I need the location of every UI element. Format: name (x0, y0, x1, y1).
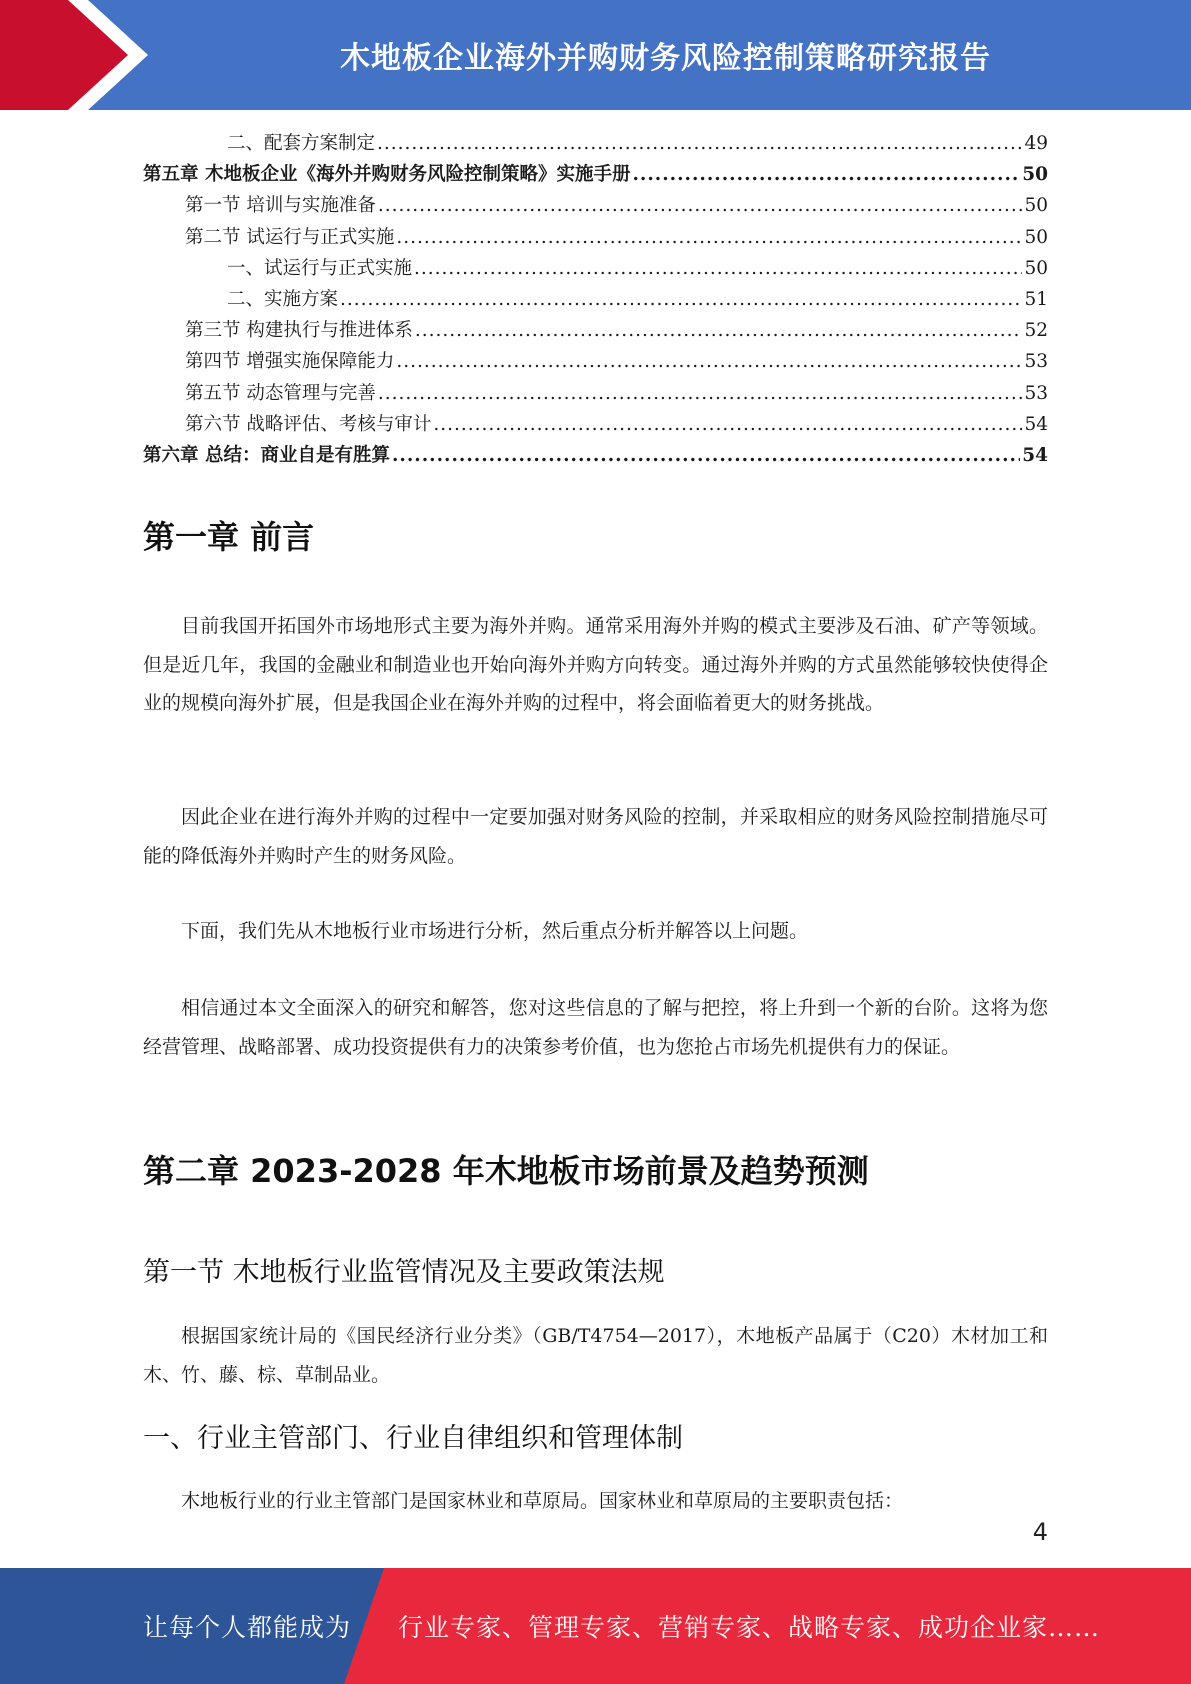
toc-entry-title: 第六章 总结：商业自是有胜算 (143, 444, 390, 466)
toc-entry[interactable] (143, 159, 1048, 190)
toc-entry[interactable] (143, 315, 1048, 346)
toc-entry-page: 50 (1024, 257, 1048, 279)
toc-leader-dots (632, 159, 1020, 190)
chapter-2-title: 第二章 2023-2028 年木地板市场前景及趋势预测 (143, 1152, 869, 1190)
subsection-1-title: 一、行业主管部门、行业自律组织和管理体制 (143, 1423, 683, 1454)
toc-leader-dots (396, 222, 1022, 253)
toc-entry[interactable] (143, 128, 1048, 159)
footer-slogan-left: 让每个人都能成为 (143, 1613, 352, 1642)
toc-leader-dots (378, 378, 1023, 409)
toc-entry-page: 53 (1024, 382, 1048, 404)
section-1-paragraph: 根据国家统计局的《国民经济行业分类》（GB/T4754—2017），木地板产品属于（C20）木材加工和木、竹、藤、棕、草制品业。 (143, 1325, 1048, 1386)
chapter-1-paragraph-4: 相信通过本文全面深入的研究和解答，您对这些信息的了解与把控，将上升到一个新的台阶。这将为您经营管理、战略部署、成功投资提供有力的决策参考价值，也为您抢占市场先机提供有力的保证。 (143, 997, 1048, 1058)
toc-entry[interactable] (143, 409, 1048, 440)
toc-leader-dots (414, 253, 1022, 284)
toc-entry[interactable] (143, 346, 1048, 377)
toc-entry-page: 54 (1022, 444, 1048, 466)
toc-entry-page: 50 (1022, 164, 1048, 186)
toc-entry-page: 53 (1024, 351, 1048, 373)
toc-entry-title: 第四节 增强实施保障能力 (185, 351, 395, 373)
chapter-1-paragraph-3: 下面，我们先从木地板行业市场进行分析，然后重点分析并解答以上问题。 (181, 920, 809, 942)
toc-entry-title: 第五章 木地板企业《海外并购财务风险控制策略》实施手册 (143, 164, 631, 186)
toc-entry-title: 一、试运行与正式实施 (227, 257, 413, 279)
header-arrow-decoration (0, 0, 160, 110)
toc-leader-dots (340, 284, 1022, 315)
toc-entry-page: 54 (1024, 413, 1048, 435)
toc-leader-dots (433, 409, 1022, 440)
toc-entry-title: 二、配套方案制定 (227, 133, 376, 154)
chapter-1-paragraph-2: 因此企业在进行海外并购的过程中一定要加强对财务风险的控制，并采取相应的财务风险控制措施尽可能的降低海外并购时产生的财务风险。 (143, 806, 1048, 867)
toc-leader-dots (378, 190, 1023, 221)
toc-entry[interactable] (143, 284, 1048, 315)
toc-entry-page: 51 (1024, 288, 1048, 310)
page-header (0, 0, 1191, 110)
toc-entry[interactable] (143, 440, 1048, 471)
toc-leader-dots (392, 440, 1020, 471)
toc-entry[interactable] (143, 190, 1048, 221)
toc-leader-dots (415, 315, 1023, 346)
toc-entry[interactable] (143, 222, 1048, 253)
toc-leader-dots (377, 128, 1022, 159)
section-1-title: 第一节 木地板行业监管情况及主要政策法规 (143, 1257, 665, 1288)
chapter-1-title: 第一章 前言 (143, 518, 315, 556)
toc-leader-dots (396, 346, 1022, 377)
toc-entry-title: 二、实施方案 (227, 288, 339, 310)
chapter-1-paragraph-1: 目前我国开拓国外市场地形式主要为海外并购。通常采用海外并购的模式主要涉及石油、矿产等领域。但是近几年，我国的金融业和制造业也开始向海外并购方向转变。通过海外并购的方式虽然能够较快使得企业的规模向海外扩展，但是我国企业在海外并购的过程中，将会面临着更大的财务挑战。 (143, 615, 1048, 714)
footer-slogan-right: 行业专家、管理专家、营销专家、战略专家、成功企业家…… (398, 1613, 1101, 1642)
page-footer (0, 1568, 1191, 1684)
page-number: 4 (1032, 1518, 1048, 1546)
toc-entry-title: 第五节 动态管理与完善 (185, 382, 376, 404)
toc-entry-page: 50 (1024, 195, 1048, 217)
toc-entry-page: 49 (1024, 133, 1048, 154)
toc-entry-title: 第二节 试运行与正式实施 (185, 226, 395, 248)
toc-entry-title: 第三节 构建执行与推进体系 (185, 320, 413, 342)
toc-entry-page: 52 (1024, 320, 1048, 342)
toc-entry-title: 第六节 战略评估、考核与审计 (185, 413, 432, 435)
table-of-contents (143, 128, 1048, 471)
toc-entry[interactable] (143, 378, 1048, 409)
subsection-1-paragraph: 木地板行业的行业主管部门是国家林业和草原局。国家林业和草原局的主要职责包括： (181, 1490, 904, 1512)
toc-entry-title: 第一节 培训与实施准备 (185, 195, 376, 217)
toc-entry-page: 50 (1024, 226, 1048, 248)
toc-entry[interactable] (143, 253, 1048, 284)
header-title: 木地板企业海外并购财务风险控制策略研究报告 (340, 41, 991, 76)
